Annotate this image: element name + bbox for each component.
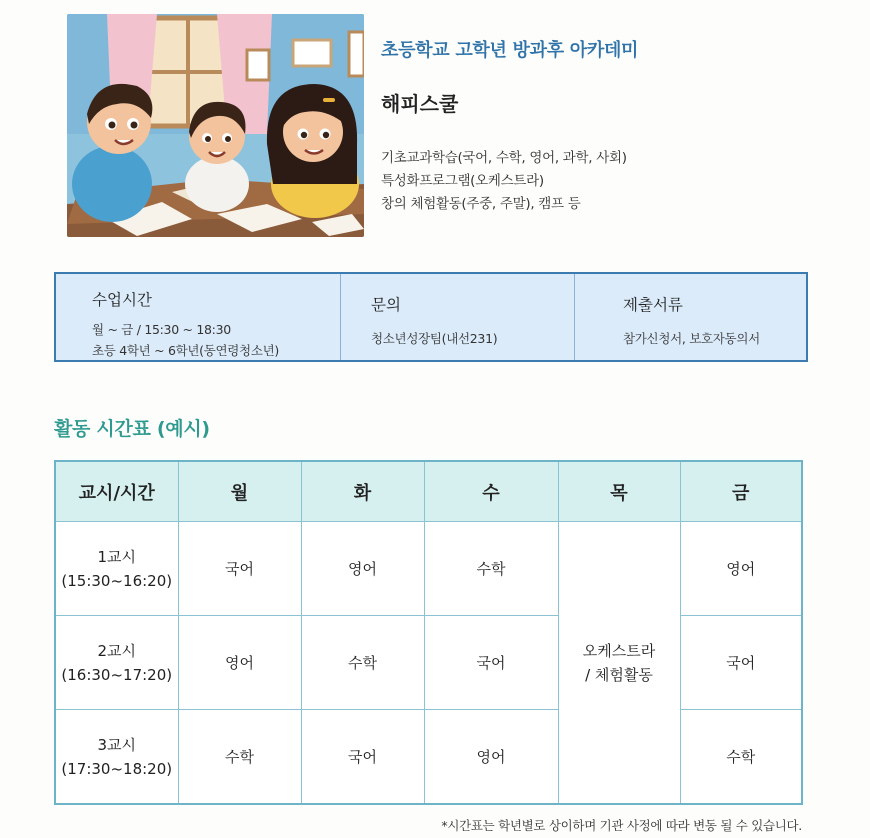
- period-cell: [55, 616, 178, 710]
- documents-label: 제출서류: [623, 296, 683, 314]
- class-hours-grades: 초등 4학년 ~ 6학년(동연령청소년): [92, 343, 279, 358]
- children-studying-picture: [67, 14, 364, 237]
- header-mon: 월: [178, 461, 301, 522]
- documents-cell: [574, 274, 806, 360]
- cell-tue: 수학: [301, 616, 424, 710]
- cell-wed: 영어: [424, 710, 558, 805]
- cell-fri: 영어: [680, 522, 802, 616]
- header-period: 교시/시간: [55, 461, 178, 522]
- header-fri: 금: [680, 461, 802, 522]
- cell-wed: 국어: [424, 616, 558, 710]
- program-item: 기초교과학습(국어, 수학, 영어, 과학, 사회): [381, 150, 627, 166]
- header-thu: 목: [558, 461, 680, 522]
- table-row: [55, 710, 802, 805]
- period-time: (15:30~16:20): [61, 571, 173, 590]
- program-intro: [381, 14, 851, 216]
- cell-mon: 국어: [178, 522, 301, 616]
- class-hours-label: 수업시간: [92, 291, 152, 309]
- program-item: 창의 체험활동(주중, 주말), 캠프 등: [381, 196, 581, 212]
- cell-mon: 수학: [178, 710, 301, 805]
- contact-value: 청소년성장팀(내선231): [371, 331, 498, 346]
- program-title: 해피스쿨: [381, 92, 459, 116]
- hero-illustration: [67, 14, 364, 237]
- thursday-line-1: 오케스트라: [582, 641, 656, 660]
- period-label: 1교시: [97, 547, 137, 566]
- period-cell: [55, 710, 178, 805]
- cell-thu-merged: [558, 522, 680, 805]
- schedule-footnote: *시간표는 학년별로 상이하며 기관 사정에 따라 변동 될 수 있습니다.: [441, 818, 802, 833]
- program-item: 특성화프로그램(오케스트라): [381, 173, 544, 189]
- contact-cell: [340, 274, 574, 360]
- header-wed: 수: [424, 461, 558, 522]
- cell-tue: 국어: [301, 710, 424, 805]
- table-row: [55, 616, 802, 710]
- schedule-title: 활동 시간표 (예시): [54, 418, 210, 440]
- program-list: [381, 147, 851, 216]
- thursday-line-2: / 체험활동: [585, 665, 653, 684]
- documents-value: 참가신청서, 보호자동의서: [623, 331, 760, 346]
- class-hours-cell: [56, 274, 340, 360]
- class-hours-days: 월 ~ 금 / 15:30 ~ 18:30: [92, 322, 231, 337]
- contact-label: 문의: [371, 296, 401, 314]
- cell-fri: 국어: [680, 616, 802, 710]
- period-label: 3교시: [97, 735, 137, 754]
- cell-mon: 영어: [178, 616, 301, 710]
- header-tue: 화: [301, 461, 424, 522]
- period-time: (17:30~18:20): [61, 759, 173, 778]
- period-time: (16:30~17:20): [61, 665, 173, 684]
- table-row: [55, 522, 802, 616]
- cell-fri: 수학: [680, 710, 802, 805]
- program-subtitle: 초등학교 고학년 방과후 아카데미: [381, 40, 639, 61]
- period-cell: [55, 522, 178, 616]
- cell-tue: 영어: [301, 522, 424, 616]
- period-label: 2교시: [97, 641, 137, 660]
- cell-wed: 수학: [424, 522, 558, 616]
- info-box: [54, 272, 808, 362]
- schedule-header-row: [55, 461, 802, 522]
- schedule-table: [54, 460, 803, 805]
